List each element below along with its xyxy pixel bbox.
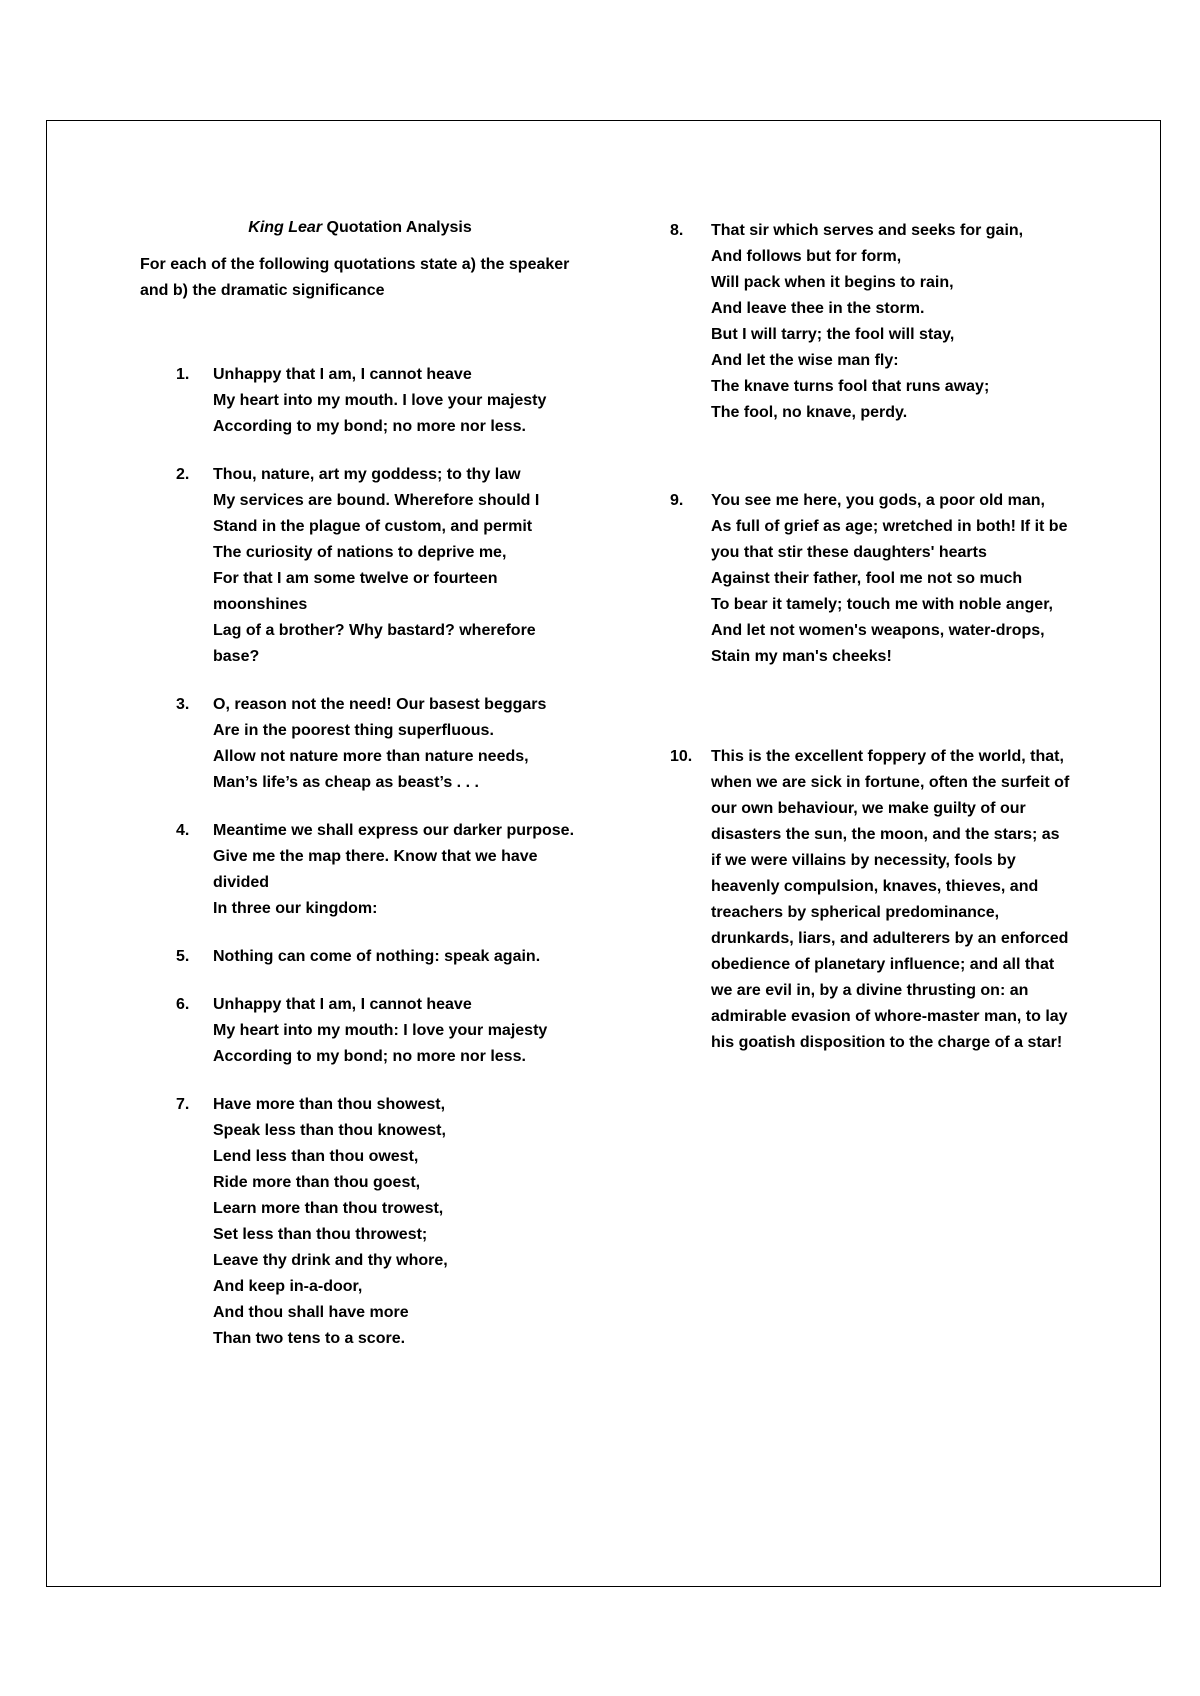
- quotation-line: My heart into my mouth. I love your majesty: [213, 392, 547, 409]
- quotation-line: Set less than thou throwest;: [213, 1226, 428, 1243]
- quotation-line: Speak less than thou knowest,: [213, 1122, 446, 1139]
- quotation-line: Learn more than thou trowest,: [213, 1200, 444, 1217]
- quotation-line: And let the wise man fly:: [711, 352, 899, 369]
- quotation-line: To bear it tamely; touch me with noble anger,: [711, 596, 1053, 613]
- quotation-line: Man’s life’s as cheap as beast’s . . .: [213, 774, 479, 791]
- quotation-line: According to my bond; no more nor less.: [213, 418, 526, 435]
- quotation-item: [670, 488, 1070, 670]
- quotation-line: And let not women's weapons, water-drops,: [711, 622, 1045, 639]
- quotation-line: Meantime we shall express our darker purpose.: [213, 822, 575, 839]
- title-rest: Quotation Analysis: [322, 219, 472, 236]
- quotation-number: 6.: [176, 996, 190, 1013]
- quotation-line: Against their father, fool me not so much: [711, 570, 1023, 587]
- quotation-line: And leave thee in the storm.: [711, 300, 925, 317]
- quotation-number: 9.: [670, 492, 684, 509]
- quotation-item: [140, 1092, 580, 1352]
- quotation-line: And thou shall have more: [213, 1304, 409, 1321]
- quotation-item: [140, 362, 580, 440]
- quotation-line: Stand in the plague of custom, and permit: [213, 518, 533, 535]
- quotation-line: Stain my man's cheeks!: [711, 648, 892, 665]
- quotation-line: The curiosity of nations to deprive me,: [213, 544, 507, 561]
- quotation-line: The fool, no knave, perdy.: [711, 404, 908, 421]
- quotation-line: O, reason not the need! Our basest beggars: [213, 696, 547, 713]
- quotation-line: Leave thy drink and thy whore,: [213, 1252, 448, 1269]
- quotation-line: That sir which serves and seeks for gain,: [711, 222, 1024, 239]
- quotation-line: Will pack when it begins to rain,: [711, 274, 954, 291]
- quotation-line: As full of grief as age; wretched in both! If it be you that stir these daughters' hearts: [711, 518, 1068, 561]
- quotation-item: [140, 692, 580, 796]
- quotation-line: This is the excellent foppery of the world, that, when we are sick in fortune, often the surfeit of our own behaviour, we make guilty of our disasters the sun, the moon, and the stars; as if we were villains by necessity, fools by heavenly compulsion, knaves, thieves, and treachers by spherical predominance, drunkards, liars, and adulterers by an enforced obedience of planetary influence; and all that we are evil in, by a divine thrusting on: an admirable evasion of whore-master man, to lay his goatish disposition to the charge of a star!: [711, 748, 1070, 1051]
- quotation-line: Unhappy that I am, I cannot heave: [213, 996, 472, 1013]
- quotation-number: 4.: [176, 822, 190, 839]
- quotation-number: 10.: [670, 748, 693, 765]
- quotation-line: And keep in-a-door,: [213, 1278, 363, 1295]
- quotation-line: In three our kingdom:: [213, 900, 378, 917]
- quotation-line: Lend less than thou owest,: [213, 1148, 419, 1165]
- quotation-item: [670, 218, 1070, 426]
- quotation-line: My heart into my mouth: I love your majesty: [213, 1022, 548, 1039]
- quotation-item: [140, 944, 580, 970]
- quotation-line: Give me the map there. Know that we have divided: [213, 848, 538, 891]
- quotation-line: Allow not nature more than nature needs,: [213, 748, 529, 765]
- quotation-line: Thou, nature, art my goddess; to thy law: [213, 466, 521, 483]
- quotation-number: 7.: [176, 1096, 190, 1113]
- quotation-number: 5.: [176, 948, 190, 965]
- quotation-item: [140, 462, 580, 670]
- quotation-line: Ride more than thou goest,: [213, 1174, 421, 1191]
- instructions: For each of the following quotations state a) the speaker and b) the dramatic significance: [140, 256, 570, 299]
- quotation-line: But I will tarry; the fool will stay,: [711, 326, 955, 343]
- right-quote-list: [670, 218, 1070, 1056]
- title-play-name: King Lear: [248, 219, 323, 236]
- quotation-line: You see me here, you gods, a poor old man,: [711, 492, 1045, 509]
- quotation-number: 3.: [176, 696, 190, 713]
- quotation-line: My services are bound. Wherefore should I: [213, 492, 540, 509]
- quotation-number: 2.: [176, 466, 190, 483]
- quotation-item: [140, 818, 580, 922]
- quotation-line: Unhappy that I am, I cannot heave: [213, 366, 472, 383]
- quotation-number: 1.: [176, 366, 190, 383]
- quotation-line: For that I am some twelve or fourteen moonshines: [213, 570, 498, 613]
- left-column: [140, 218, 580, 1352]
- quotation-line: The knave turns fool that runs away;: [711, 378, 990, 395]
- quotation-line: And follows but for form,: [711, 248, 902, 265]
- quotation-item: [670, 744, 1070, 1056]
- quotation-line: Have more than thou showest,: [213, 1096, 446, 1113]
- quotation-line: Lag of a brother? Why bastard? wherefore base?: [213, 622, 536, 665]
- quotation-line: Than two tens to a score.: [213, 1330, 406, 1347]
- quotation-line: Nothing can come of nothing: speak again.: [213, 948, 541, 965]
- quotation-item: [140, 992, 580, 1070]
- right-column: [670, 218, 1070, 1056]
- document-title: [140, 218, 580, 238]
- left-quote-list: [140, 362, 580, 1352]
- quotation-line: Are in the poorest thing superfluous.: [213, 722, 494, 739]
- quotation-number: 8.: [670, 222, 684, 239]
- quotation-line: According to my bond; no more nor less.: [213, 1048, 526, 1065]
